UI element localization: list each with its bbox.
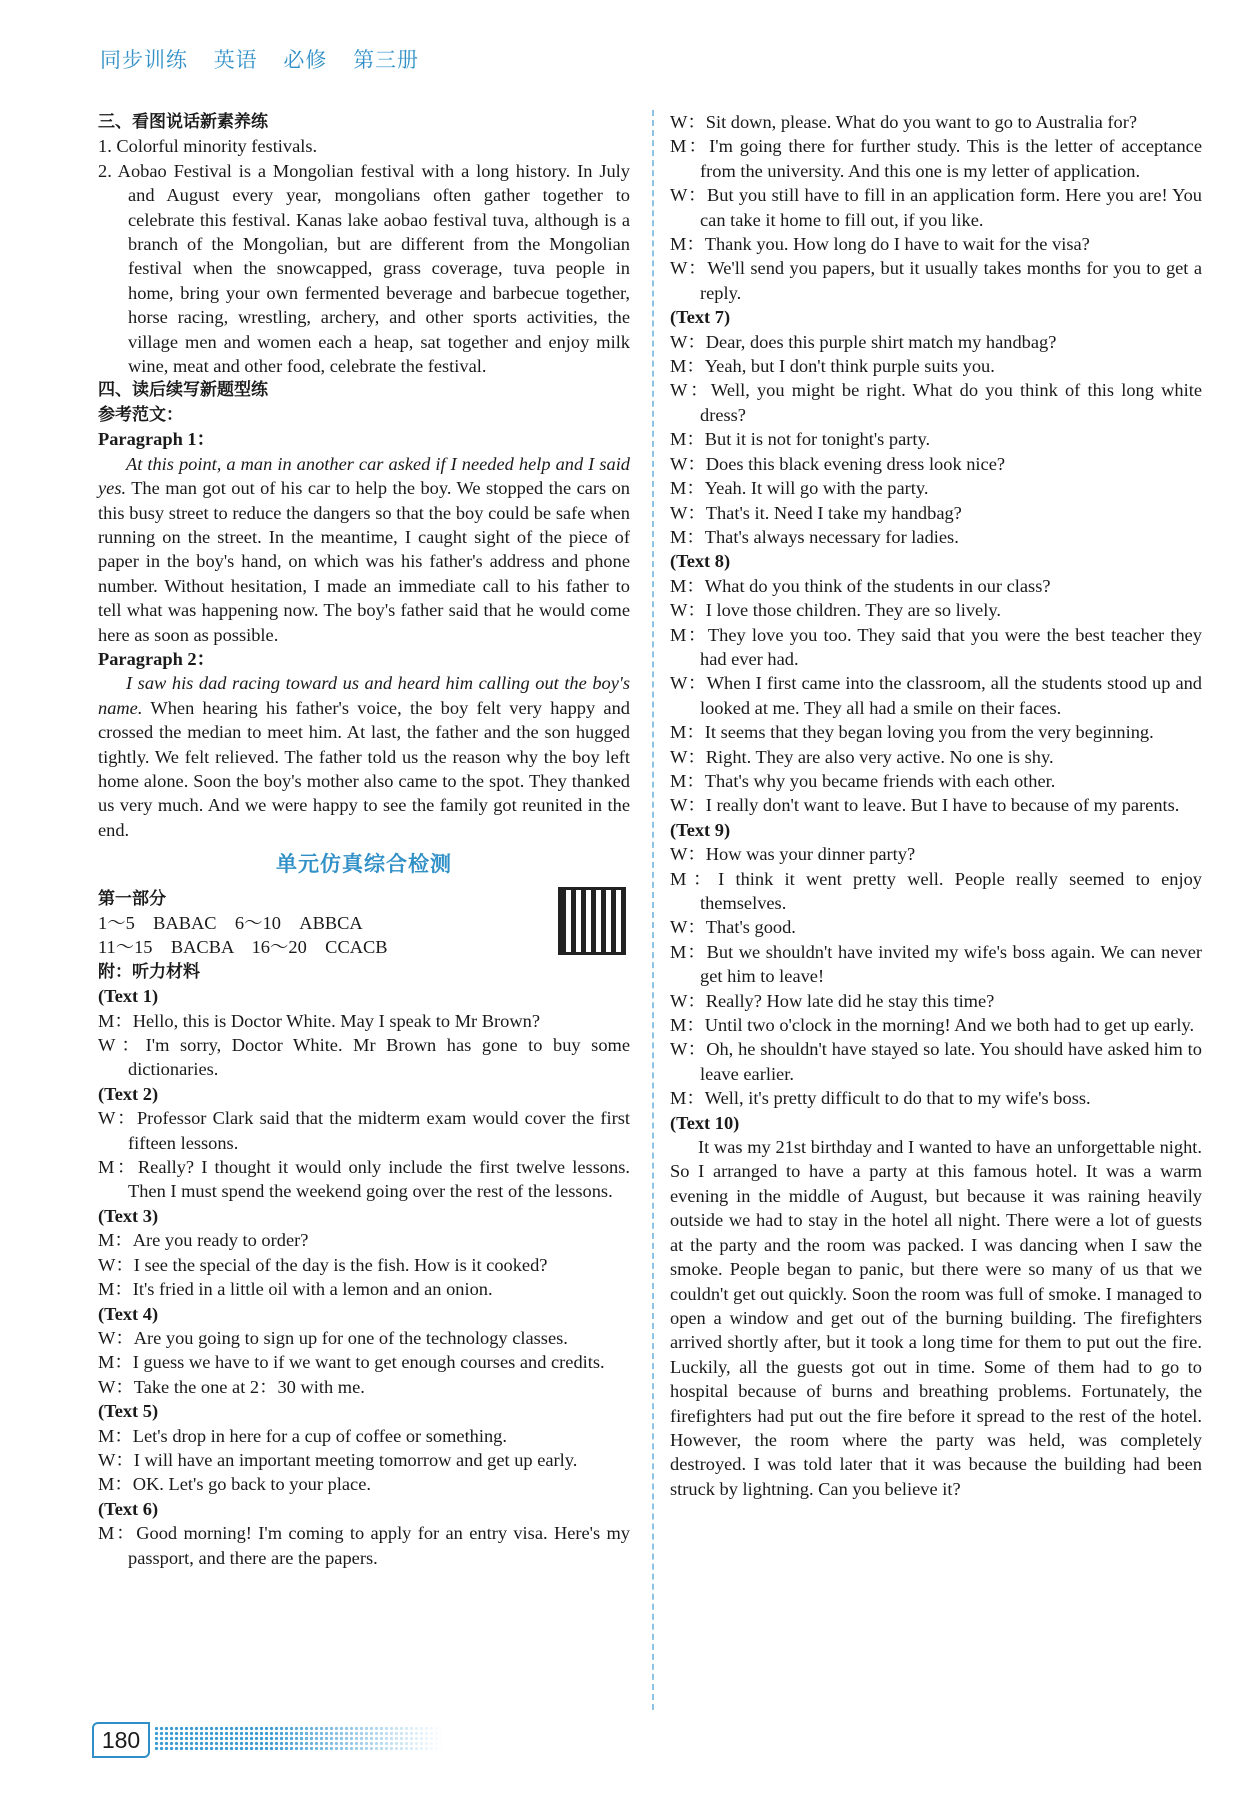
running-header — [100, 44, 437, 74]
text-label: (Text 3) — [98, 1205, 159, 1226]
dialogue-line: M：It seems that they began loving you from the very beginning. — [670, 722, 1154, 743]
dialogue-line: W：I love those children. They are so lively. — [670, 600, 1001, 621]
dialogue-line: M：Good morning! I'm coming to apply for an entry visa. Here's my passport, and there are the papers. — [98, 1523, 630, 1568]
text-label: (Text 7) — [670, 307, 731, 328]
dialogue-line: M：OK. Let's go back to your place. — [98, 1474, 371, 1495]
dialogue-line: M：Yeah, but I don't think purple suits you. — [670, 356, 995, 377]
dialogue-line: M：That's why you became friends with each other. — [670, 770, 1056, 791]
dialogue-line: M：Really? I thought it would only include the first twelve lessons. Then I must spend the weekend going over the rest of the lessons. — [98, 1157, 630, 1202]
qr-code-icon — [558, 887, 626, 955]
dialogue-line: M：Hello, this is Doctor White. May I speak to Mr Brown? — [98, 1010, 540, 1031]
dialogue-line: M：What do you think of the students in our class? — [670, 575, 1051, 596]
header-item: 必修 — [283, 48, 328, 72]
header-item: 英语 — [213, 48, 258, 72]
text-label: (Text 9) — [670, 819, 731, 840]
dialogue-line: W：Take the one at 2：30 with me. — [98, 1376, 365, 1397]
dialogue-line: W：I'm sorry, Doctor White. Mr Brown has gone to buy some dictionaries. — [98, 1035, 630, 1080]
monologue-paragraph: It was my 21st birthday and I wanted to have an unforgettable night. So I arranged to have a party at this famous hotel. It was a warm evening in the middle of August, but because it was raining heavily outside we had to stay in the hotel all night. There were a lot of guests at the party and the room was packed. I was dancing when I saw the smoke. People began to panic, but there were so many of us that we couldn't get out quickly. Soon the room was full of smoke. I managed to open a window and get out of the burning building. The firefighters arrived shortly after, but it took a long time for them to put out the fire. Luckily, all the guests got out in time. Some of them had to go to hospital because of burns and breathing problems. Fortunately, the firefighters had put out the fire before it spread to the rest of the hotel. However, the room where the party was held, was completely destroyed. I was told later that it was because the building had been struck by lightning. Can you believe it? — [670, 1137, 1202, 1499]
dialogue-line: W：That's it. Need I take my handbag? — [670, 502, 962, 523]
header-item: 同步训练 — [100, 48, 188, 72]
dialogue-line: M：It's fried in a little oil with a lemon and an onion. — [98, 1279, 493, 1300]
answer-key: 1～5 BABAC 6～10 ABBCA — [98, 913, 363, 933]
dialogue-line: M：Yeah. It will go with the party. — [670, 478, 929, 499]
dialogue-line: M：I think it went pretty well. People really seemed to enjoy themselves. — [670, 868, 1202, 913]
dialogue-line: W：That's good. — [670, 917, 796, 938]
dialogue-line: M：But it is not for tonight's party. — [670, 429, 931, 450]
answer-paragraph: 2. Aobao Festival is a Mongolian festival with a long history. In July and August every year, mongolians often gather together to celebrate this festival. Kanas lake aobao festival tuva, although is a branch of the Mongolian, but are different from the Mongolian festival when the snowcapped, grass coverage, tuva people in home, bring your own fermented beverage and barbecue together, horse racing, wrestling, archery, and other sports activities, the village men and women each a heap, sat together and enjoy milk wine, meat and other food, celebrate the festival. — [98, 160, 630, 377]
sample-italic: I saw his dad racing toward us and heard him calling out the boy's name. — [98, 673, 630, 718]
sample-text: The man got out of his car to help the boy. We stopped the cars on this busy street to reduce the dangers so that the boy could be safe when running on the street. In the meantime, I caught sight of the piece of paper in the boy's hand, on which was his father's address and phone number. Without hesitation, I made an immediate call to his father to tell what was happening now. The boy's father said that he would come here as soon as possible. — [98, 478, 630, 645]
text-label: (Text 2) — [98, 1083, 159, 1104]
dialogue-line: W：Really? How late did he stay this time? — [670, 990, 995, 1011]
dialogue-line: M：Well, it's pretty difficult to do that to my wife's boss. — [670, 1088, 1091, 1109]
section-heading: 四、读后续写新题型练 — [98, 380, 268, 401]
answer-key: 11～15 BACBA 16～20 CCACB — [98, 937, 388, 958]
text-label: (Text 5) — [98, 1401, 159, 1422]
page-footer — [92, 1722, 452, 1756]
dialogue-line: W：I will have an important meeting tomorrow and get up early. — [98, 1449, 578, 1470]
part-heading: 第一部分 — [98, 888, 166, 909]
dialogue-line: M：I'm going there for further study. This is the letter of acceptance from the university. And this one is my letter of application. — [670, 136, 1202, 181]
dialogue-line: W：Sit down, please. What do you want to go to Australia for? — [670, 112, 1138, 132]
dialogue-line: W：Dear, does this purple shirt match my handbag? — [670, 331, 1057, 352]
answer-line: 1. Colorful minority festivals. — [98, 136, 318, 157]
dialogue-line: W：Are you going to sign up for one of the technology classes. — [98, 1327, 568, 1348]
paragraph-label: Paragraph 2： — [98, 648, 215, 669]
dialogue-line: W：Professor Clark said that the midterm exam would cover the first fifteen lessons. — [98, 1108, 630, 1153]
dot-pattern-decoration — [154, 1726, 444, 1752]
dialogue-line: M：Let's drop in here for a cup of coffee or something. — [98, 1425, 507, 1446]
left-column — [98, 110, 630, 1570]
sample-label: 参考范文： — [98, 404, 183, 425]
header-item: 第三册 — [353, 48, 420, 72]
dialogue-line: M：I guess we have to if we want to get enough courses and credits. — [98, 1352, 605, 1373]
unit-test-title: 单元仿真综合检测 — [276, 852, 452, 877]
text-label: (Text 1) — [98, 986, 159, 1007]
dialogue-line: W：I see the special of the day is the fish. How is it cooked? — [98, 1254, 548, 1275]
dialogue-line: W：Oh, he shouldn't have stayed so late. You should have asked him to leave earlier. — [670, 1039, 1202, 1084]
dialogue-line: M：Are you ready to order? — [98, 1230, 309, 1251]
section-heading: 三、看图说话新素养练 — [98, 112, 268, 132]
text-label: (Text 6) — [98, 1498, 159, 1519]
column-divider — [652, 110, 654, 1710]
dialogue-line: W：Does this black evening dress look nice? — [670, 453, 1006, 474]
dialogue-line: M：That's always necessary for ladies. — [670, 526, 959, 547]
text-label: (Text 4) — [98, 1303, 159, 1324]
dialogue-line: M：They love you too. They said that you were the best teacher they had ever had. — [670, 624, 1202, 669]
dialogue-line: W：How was your dinner party? — [670, 844, 916, 865]
answer-block — [98, 887, 630, 985]
dialogue-line: W：We'll send you papers, but it usually takes months for you to get a reply. — [670, 258, 1202, 303]
dialogue-line: W：But you still have to fill in an application form. Here you are! You can take it home to fill out, if you like. — [670, 185, 1202, 230]
dialogue-line: M：Thank you. How long do I have to wait for the visa? — [670, 234, 1090, 255]
right-column — [670, 110, 1202, 1501]
dialogue-line: W：I really don't want to leave. But I have to because of my parents. — [670, 795, 1180, 816]
dialogue-line: W：When I first came into the classroom, all the students stood up and looked at me. They all had a smile on their faces. — [670, 673, 1202, 718]
page-number: 180 — [92, 1722, 150, 1758]
dialogue-line: W：Right. They are also very active. No one is shy. — [670, 746, 1054, 767]
sample-paragraph — [98, 671, 630, 842]
dialogue-line: M：Until two o'clock in the morning! And we both had to get up early. — [670, 1015, 1195, 1036]
sample-italic: At this point, a man in another car asked if I needed help and I said yes. — [98, 453, 630, 499]
dialogue-line: W：Well, you might be right. What do you think of this long white dress? — [670, 380, 1202, 425]
text-label: (Text 10) — [670, 1112, 740, 1133]
sample-paragraph — [98, 452, 630, 647]
dialogue-line: M：But we shouldn't have invited my wife's boss again. We can never get him to leave! — [670, 941, 1202, 987]
paragraph-label: Paragraph 1： — [98, 429, 215, 450]
sample-text: When hearing his father's voice, the boy felt very happy and crossed the median to meet him. At last, the father and the son hugged tightly. We felt relieved. The father told us the reason why the boy left home alone. Soon the boy's mother also came to the spot. They thanked us very much. And we were happy to see the family got reunited in the end. — [98, 697, 630, 840]
text-label: (Text 8) — [670, 551, 731, 572]
appendix-heading: 附：听力材料 — [98, 961, 200, 982]
